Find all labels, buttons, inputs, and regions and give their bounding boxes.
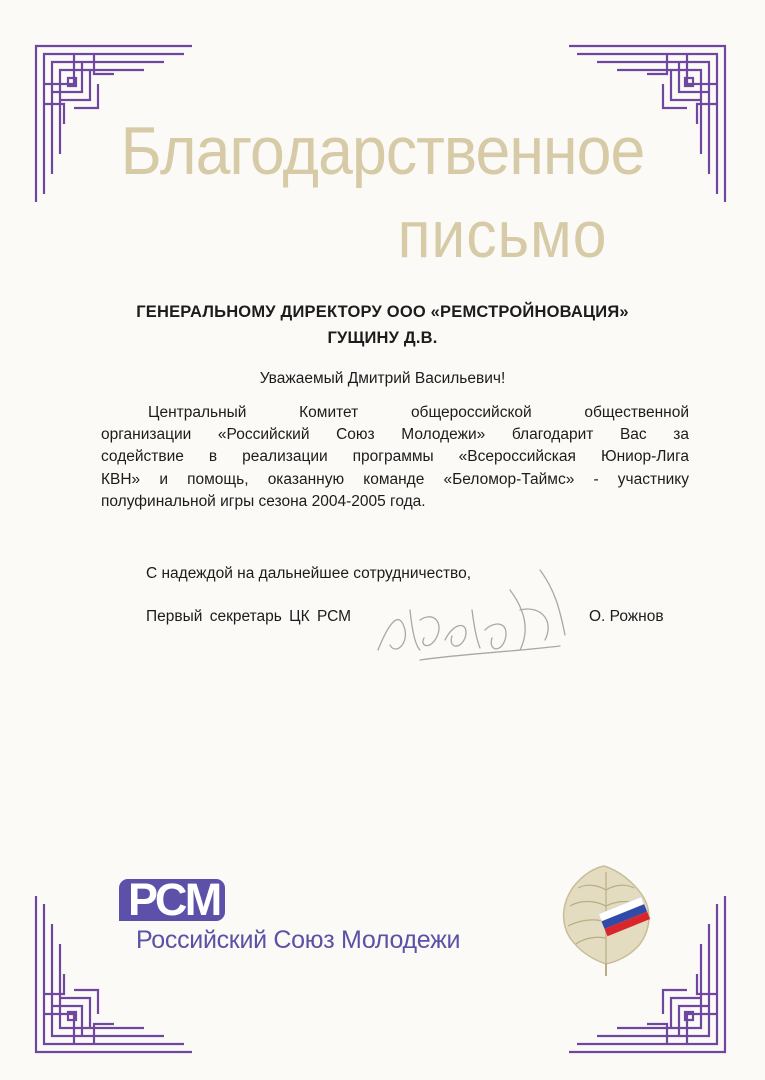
body-line: КВН» и помощь, оказанную команде «Беломор-Таймс» - участнику [101, 470, 689, 488]
body-line: содействие в реализации программы «Всероссийская Юниор-Лига [101, 448, 689, 466]
rsm-logo-fullname: Российский Союз Молодежи [136, 926, 461, 954]
birch-leaf-flag-icon [556, 858, 656, 978]
body-line: Центральный Комитет общероссийской общественной [148, 404, 689, 421]
signature-icon [360, 550, 590, 680]
letter-title-line1: Благодарственное [120, 113, 645, 189]
body-line: полуфинальной игры сезона 2004-2005 года. [101, 492, 426, 510]
signer-title: Первый секретарь ЦК РСМ [146, 608, 352, 625]
rsm-logo-abbr: РСМ [128, 874, 221, 925]
salutation: Уважаемый Дмитрий Васильевич! [259, 370, 506, 387]
body-line: организации «Российский Союз Молодежи» благодарит Вас за [101, 426, 689, 444]
recipient-line1: ГЕНЕРАЛЬНОМУ ДИРЕКТОРУ ООО «РЕМСТРОЙНОВАЦИЯ» [136, 303, 629, 321]
signer-name: О. Рожнов [589, 608, 664, 625]
closing-phrase: С надеждой на дальнейшее сотрудничество, [146, 565, 472, 582]
letter-title-line2: письмо [397, 197, 608, 271]
recipient-line2: ГУЩИНУ Д.В. [327, 329, 438, 347]
body-paragraph [101, 402, 689, 513]
